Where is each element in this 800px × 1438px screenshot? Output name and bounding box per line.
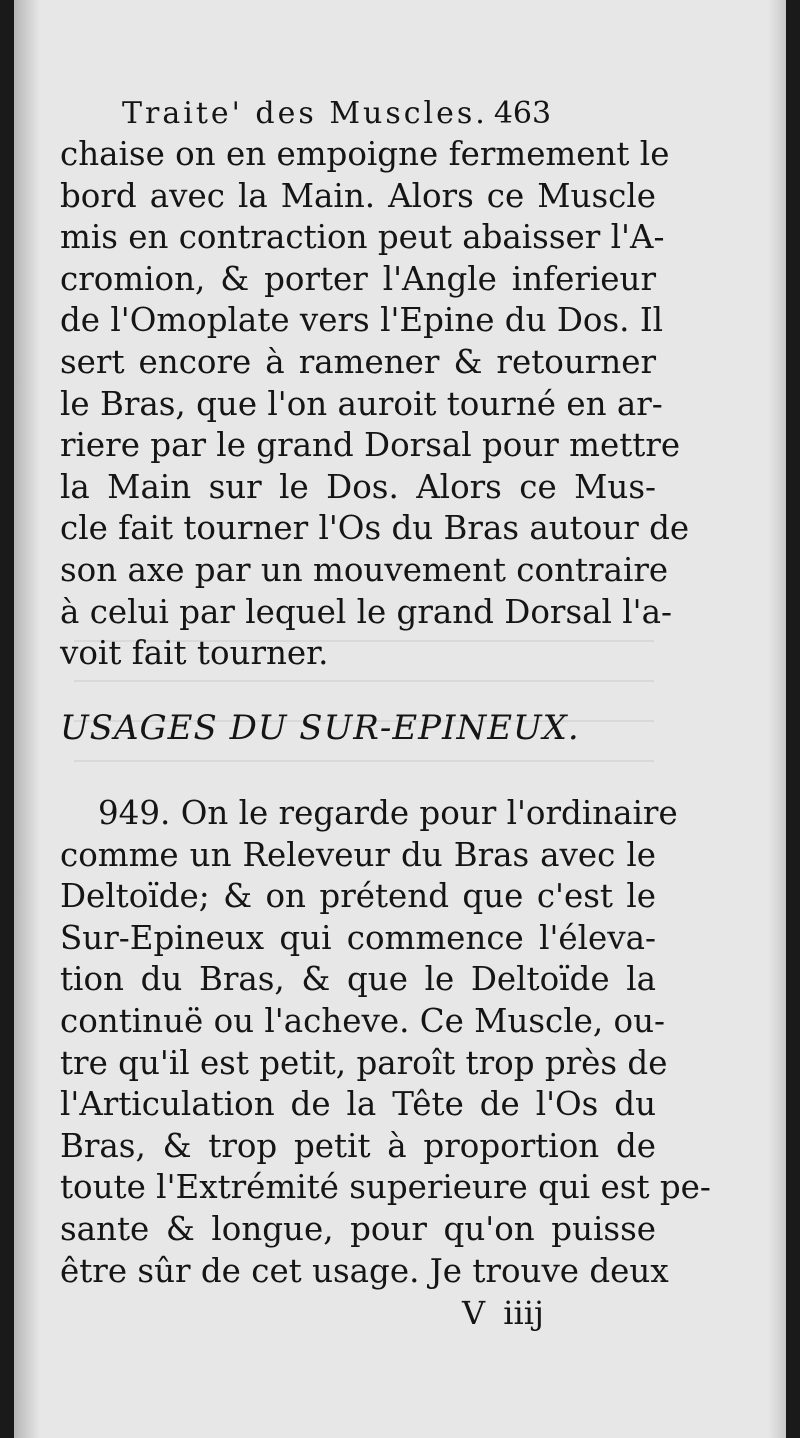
text-line: mis en contraction peut abaisser l'A- [60, 218, 665, 257]
text-line: cle fait tourner l'Os du Bras autour de [60, 509, 690, 548]
text-line: sante & longue, pour qu'on puisse [60, 1209, 656, 1248]
paragraph-2 [60, 793, 711, 1292]
text-line: Deltoïde; & on prétend que c'est le [60, 877, 656, 916]
text-line: sert encore à ramener & retourner [60, 342, 656, 381]
text-line: Bras, & trop petit à proportion de [60, 1126, 656, 1165]
text-line: cromion, & porter l'Angle inferieur [60, 259, 656, 298]
text-line: toute l'Extrémité superieure qui est pe- [60, 1168, 711, 1207]
text-line: comme un Releveur du Bras avec le [60, 835, 656, 874]
text-line: tre qu'il est petit, paroît trop près de [60, 1043, 668, 1082]
text-line: tion du Bras, & que le Deltoïde la [60, 960, 656, 999]
signature-mark: V iiij [462, 1294, 544, 1332]
running-head-title: Traite' des Muscles. [122, 96, 488, 131]
text-line: de l'Omoplate vers l'Epine du Dos. Il [60, 301, 664, 340]
text-line: l'Articulation de la Tête de l'Os du [60, 1085, 656, 1124]
paragraph-1 [60, 134, 690, 675]
section-heading: USAGES DU SUR-EPINEUX. [60, 708, 580, 748]
text-line: chaise on en empoigne fermement le [60, 135, 670, 173]
text-line: Sur-Epineux qui commence l'éleva- [60, 918, 656, 957]
book-page [14, 0, 786, 1438]
text-line: voit fait tourner. [60, 634, 329, 673]
text-line: son axe par un mouvement contraire [60, 550, 669, 589]
text-line: bord avec la Main. Alors ce Muscle [60, 176, 656, 215]
text-line: riere par le grand Dorsal pour mettre [60, 426, 681, 465]
running-head [122, 96, 662, 131]
page-number: 463 [493, 96, 552, 131]
text-line: être sûr de cet usage. Je trouve deux [60, 1251, 669, 1290]
text-line: continuë ou l'acheve. Ce Muscle, ou- [60, 1001, 666, 1040]
text-line: 949. On le regarde pour l'ordinaire [98, 794, 678, 832]
text-line: le Bras, que l'on auroit tourné en ar- [60, 384, 663, 423]
text-line: la Main sur le Dos. Alors ce Mus- [60, 467, 656, 506]
text-line: à celui par lequel le grand Dorsal l'a- [60, 592, 672, 631]
